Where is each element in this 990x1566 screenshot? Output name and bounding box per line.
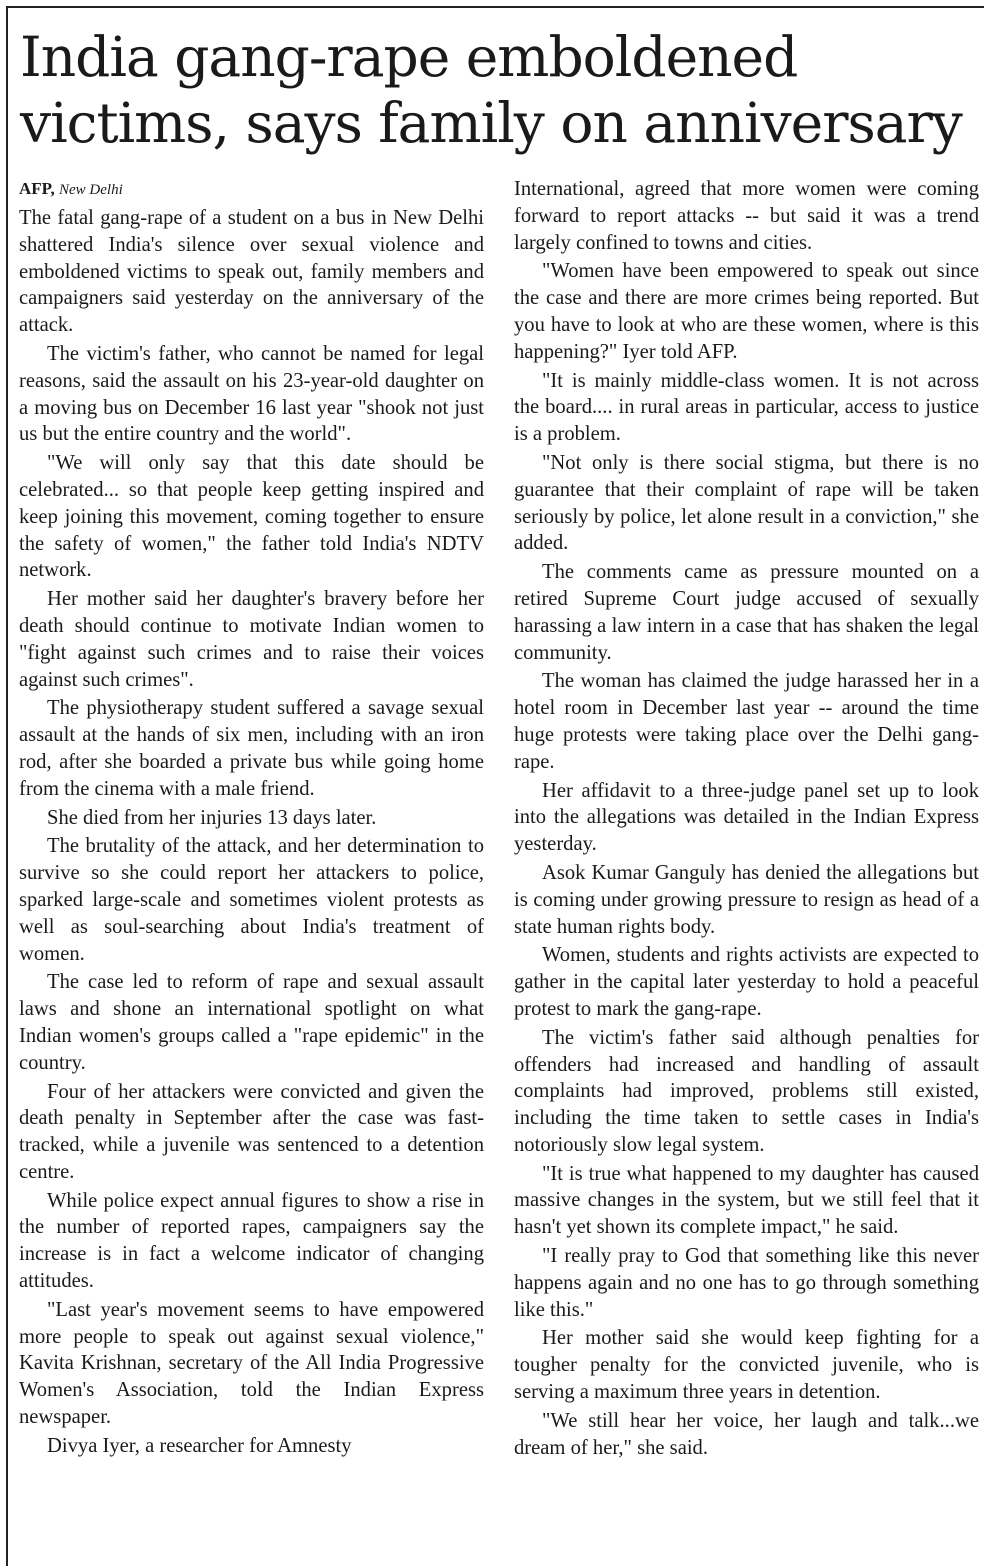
paragraph: The brutality of the attack, and her determination to survive so she could report her attackers to police, sparked large-scale and sometimes violent protests as well as soul-searching about India's treatment of women. — [19, 835, 484, 965]
right-column — [514, 176, 979, 1463]
paragraph: "Not only is there social stigma, but there is no guarantee that their complaint of rape will be taken seriously by police, let alone result in a conviction," she added. — [514, 451, 979, 555]
byline-location: New Delhi — [59, 182, 123, 198]
paragraph: Women, students and rights activists are expected to gather in the capital later yesterday to hold a peaceful protest to mark the gang-rape. — [514, 944, 979, 1020]
paragraph: "It is true what happened to my daughter has caused massive changes in the system, but we still feel that it hasn't yet shown its complete impact," he said. — [514, 1162, 979, 1239]
left-column — [19, 176, 484, 1463]
paragraph: "It is mainly middle-class women. It is not across the board.... in rural areas in particular, access to justice is a problem. — [514, 369, 979, 446]
paragraph: While police expect annual figures to show a rise in the number of reported rapes, campaigners say the increase is in fact a welcome indicator of changing attitudes. — [19, 1189, 484, 1293]
paragraph: International, agreed that more women were coming forward to report attacks -- but said it was a trend largely confined to towns and cities. — [514, 178, 979, 254]
paragraph: She died from her injuries 13 days later. — [47, 806, 377, 829]
paragraph: Her mother said she would keep fighting for a tougher penalty for the convicted juvenile, who is serving a maximum three years in detention. — [514, 1327, 979, 1404]
paragraph: Her mother said her daughter's bravery before her death should continue to motivate Indian women to "fight against such crimes and to raise their voices against such crimes". — [19, 588, 484, 691]
paragraph: The physiotherapy student suffered a savage sexual assault at the hands of six men, including with an iron rod, after she boarded a private bus while going home from the cinema with a male friend. — [19, 697, 484, 800]
byline — [19, 176, 484, 203]
paragraph: "Last year's movement seems to have empowered more people to speak out against sexual violence," Kavita Krishnan, secretary of the All India Progressive Women's Association, told the Indian Express newspaper. — [19, 1298, 484, 1429]
paragraph: Her affidavit to a three-judge panel set up to look into the allegations was detailed in the Indian Express yesterday. — [514, 779, 979, 856]
article-body — [19, 176, 979, 1463]
paragraph: "Women have been empowered to speak out since the case and there are more crimes being reported. But you have to look at who are these women, where is this happening?" Iyer told AFP. — [514, 260, 979, 363]
paragraph: The comments came as pressure mounted on a retired Supreme Court judge accused of sexually harassing a law intern in a case that has shaken the legal community. — [514, 561, 979, 664]
byline-agency: AFP, — [19, 179, 55, 198]
paragraph: The victim's father, who cannot be named for legal reasons, said the assault on his 23-year-old daughter on a moving bus on December 16 last year "shook not just us but the entire country and the world". — [19, 342, 484, 446]
article-headline: India gang-rape emboldened victims, says family on anniversary — [20, 25, 962, 155]
paragraph: The woman has claimed the judge harassed her in a hotel room in December last year -- around the time huge protests were taking place over the Delhi gang-rape. — [514, 670, 979, 773]
paragraph: "We will only say that this date should be celebrated... so that people keep getting inspired and keep joining this movement, coming together to ensure the safety of women," the father told India's NDTV network. — [19, 452, 484, 582]
paragraph: Asok Kumar Ganguly has denied the allegations but is coming under growing pressure to resign as head of a state human rights body. — [514, 861, 979, 938]
paragraph: The victim's father said although penalties for offenders had increased and handling of assault complaints had improved, problems still existed, including the time taken to settle cases in India's notoriously slow legal system. — [514, 1026, 979, 1156]
paragraph: The case led to reform of rape and sexual assault laws and shone an international spotlight on what Indian women's groups called a "rape epidemic" in the country. — [19, 971, 484, 1074]
paragraph: Four of her attackers were convicted and given the death penalty in September after the case was fast-tracked, while a juvenile was sentenced to a detention centre. — [19, 1080, 484, 1183]
paragraph: "I really pray to God that something like this never happens again and no one has to go through something like this." — [514, 1245, 979, 1321]
paragraph: Divya Iyer, a researcher for Amnesty — [47, 1434, 352, 1457]
paragraph: "We still hear her voice, her laugh and talk...we dream of her," she said. — [514, 1409, 979, 1459]
paragraph: The fatal gang-rape of a student on a bus in New Delhi shattered India's silence over sexual violence and emboldened victims to speak out, family members and campaigners said yesterday on the anniversary of the attack. — [19, 207, 484, 337]
